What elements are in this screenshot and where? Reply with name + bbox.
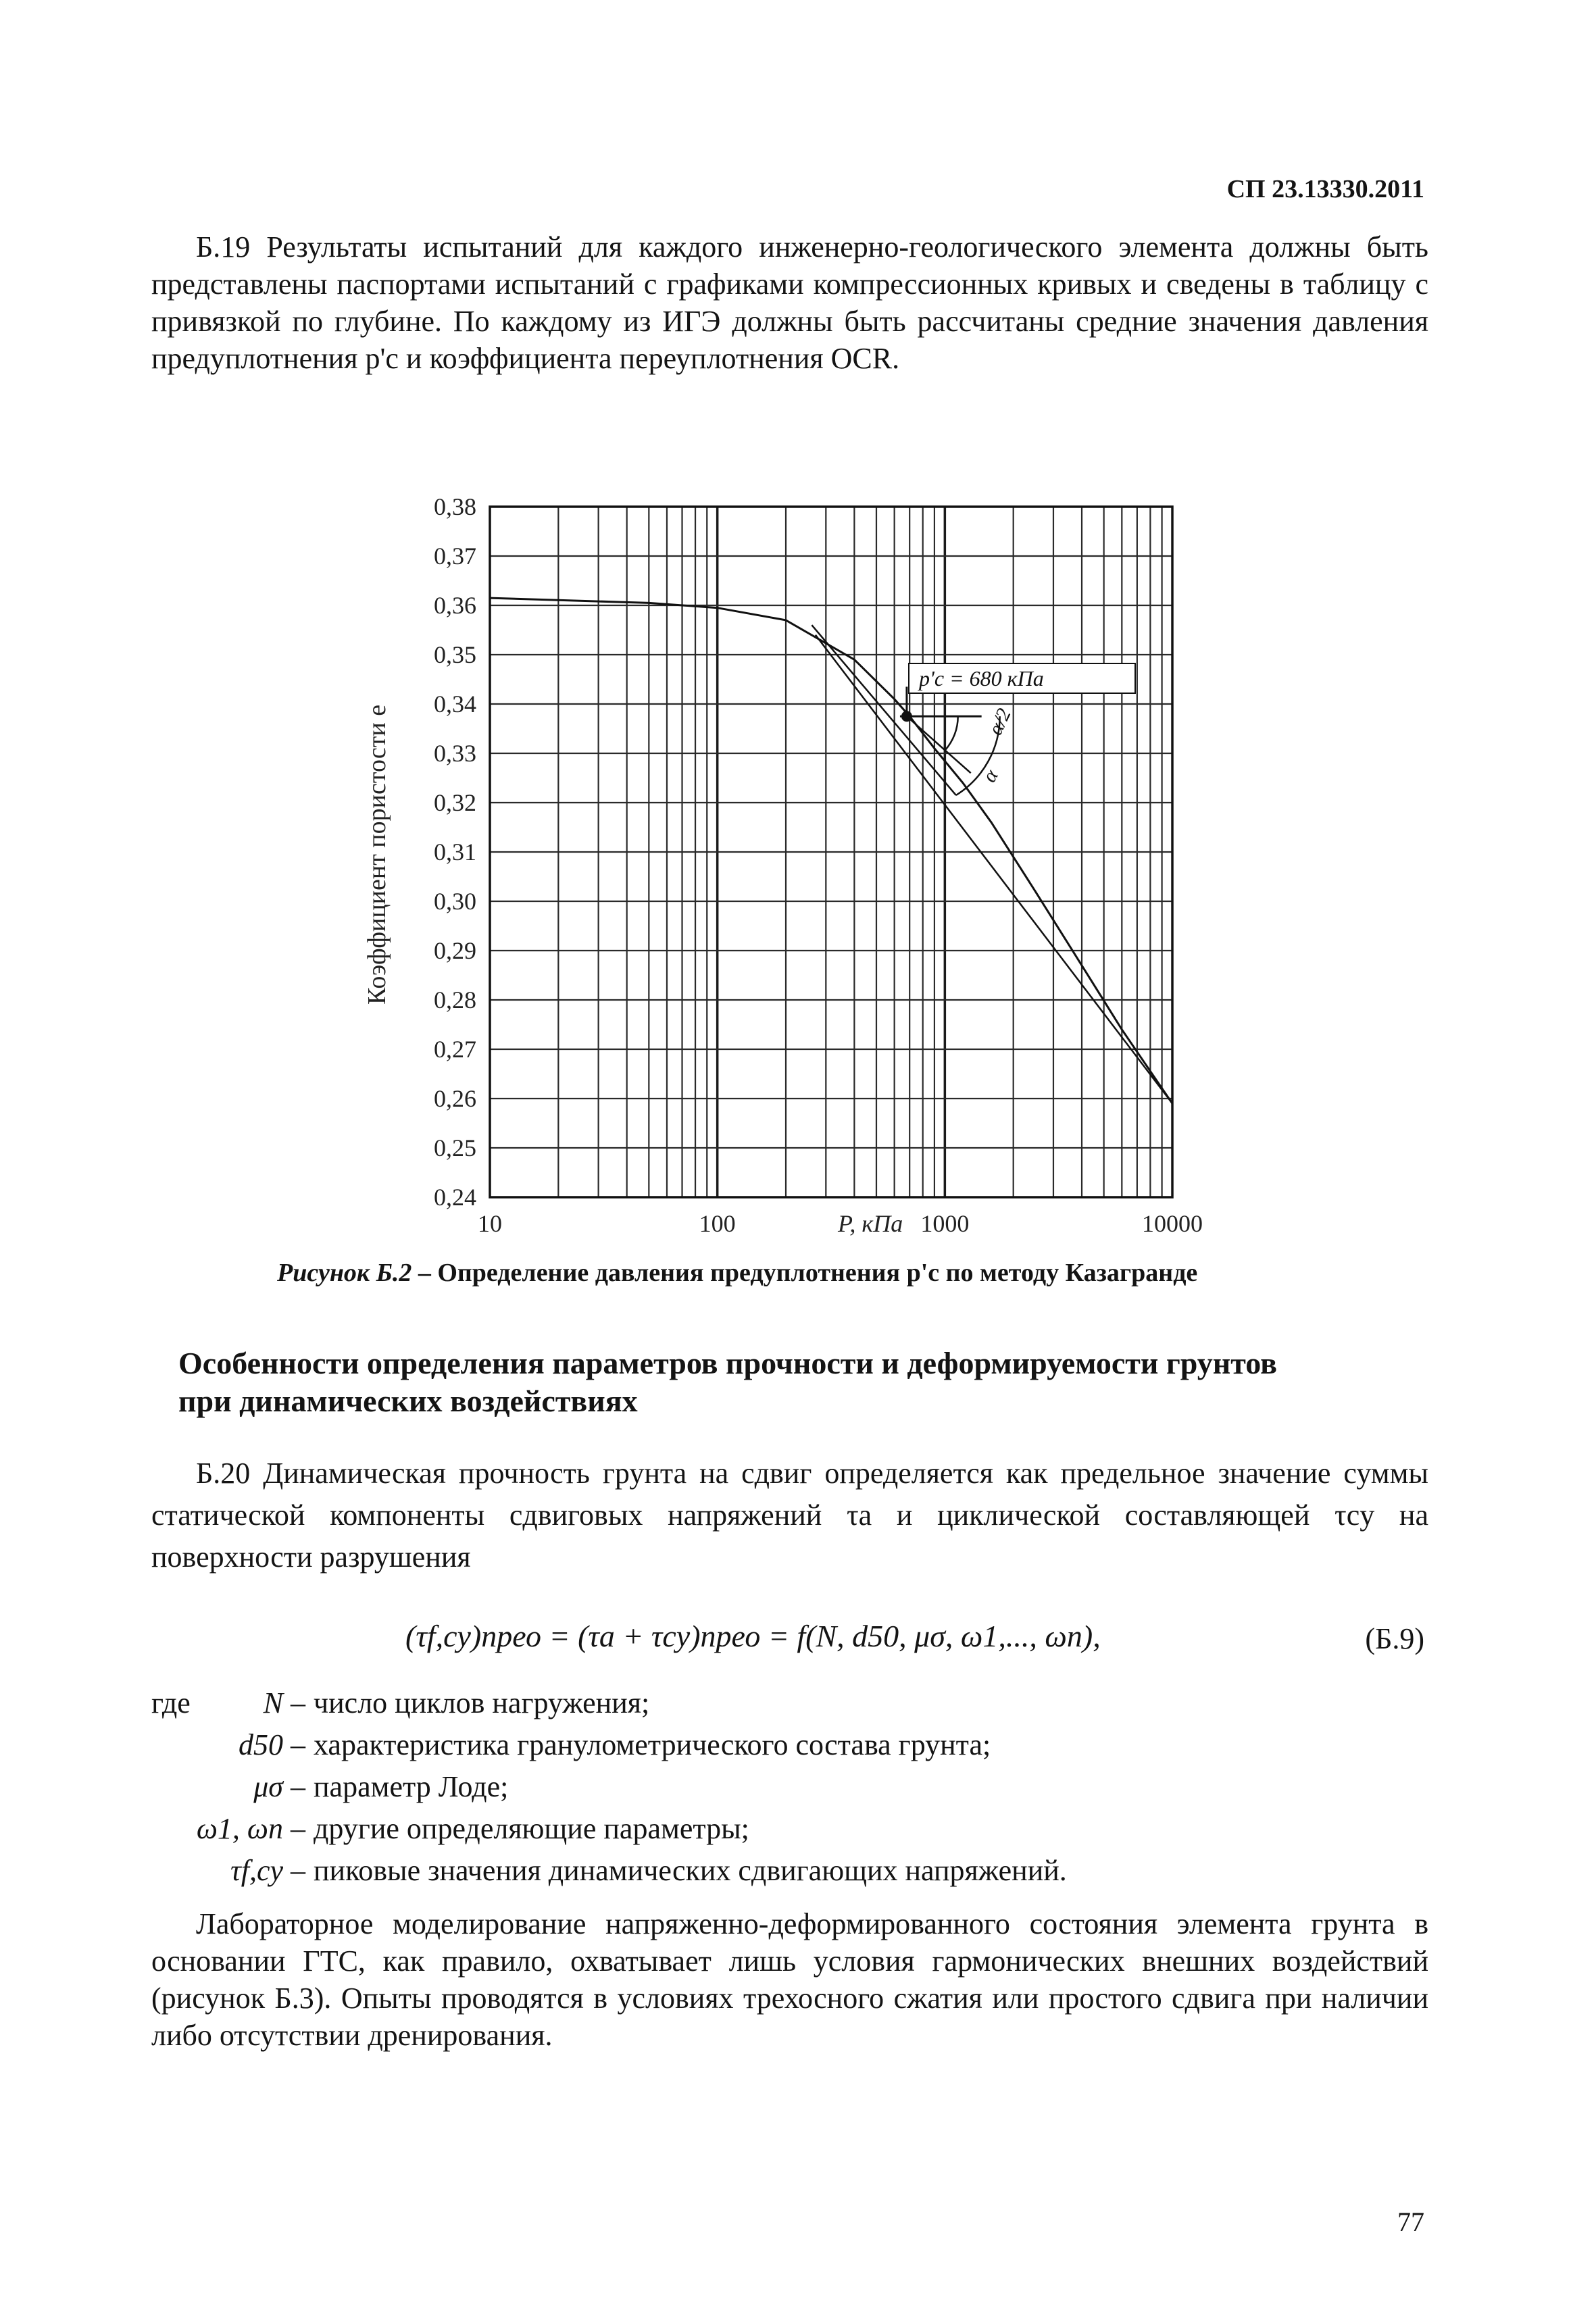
pc-annotation: p'c = 680 кПа (919, 666, 1044, 690)
definition-text: число циклов нагружения; (314, 1686, 650, 1719)
definition-symbol: ω1, ωn – (196, 1812, 305, 1845)
definition-text: пиковые значения динамических сдвигающих напряжений. (314, 1854, 1067, 1887)
alpha-annotation: α (978, 765, 1003, 786)
x-tick-label: 100 (699, 1210, 736, 1237)
x-tick-label: 10000 (1142, 1210, 1203, 1237)
definition-row (151, 1682, 1428, 1724)
y-tick-label: 0,26 (434, 1085, 476, 1112)
y-axis-label: Коэффициент пористости e (363, 704, 391, 1005)
figure-caption-text: – Определение давления предуплотнения p'c по методу Казагранде (412, 1259, 1198, 1287)
definition-symbol: μσ – (253, 1770, 305, 1803)
casagrande-chart (351, 486, 1250, 1250)
y-tick-label: 0,25 (434, 1134, 476, 1161)
paragraph-lab-modeling-text: Лабораторное моделирование напряженно-деформированного состояния элемента грунта в основании ГТС, как правило, охватывает лишь условия гармонических внешних воздействий (рисунок Б.3). Опыты проводятся в условиях трехосного сжатия или простого сдвига при наличии либо отсутствии дренирования. (151, 1907, 1428, 2052)
y-tick-label: 0,37 (434, 543, 476, 570)
figure-caption (277, 1258, 1197, 1288)
where-word: где (151, 1686, 191, 1719)
pc-point (901, 711, 912, 722)
definition-symbol: d50 – (239, 1728, 305, 1761)
y-tick-label: 0,35 (434, 641, 476, 668)
page-number: 77 (1397, 2207, 1424, 2237)
y-tick-label: 0,34 (434, 690, 476, 718)
chart-grid (490, 507, 1172, 1197)
definitions-list (151, 1682, 1428, 1892)
figure-caption-label: Рисунок Б.2 (277, 1259, 412, 1287)
paragraph-b20 (151, 1453, 1428, 1578)
formula-number: (Б.9) (1365, 1622, 1424, 1655)
y-tick-label: 0,24 (434, 1184, 476, 1211)
paragraph-lab-modeling (151, 1905, 1428, 2054)
definition-row (151, 1766, 1428, 1808)
y-tick-label: 0,28 (434, 986, 476, 1013)
x-axis-label: P, кПа (838, 1210, 903, 1237)
x-tick-label: 10 (478, 1210, 502, 1237)
definition-symbol: τf,cy – (230, 1854, 305, 1887)
angle-arc-alpha-half (945, 716, 958, 750)
alpha-half-annotation: α/2 (984, 705, 1016, 738)
y-tick-label: 0,29 (434, 937, 476, 964)
y-tick-label: 0,36 (434, 592, 476, 619)
definition-row (151, 1808, 1428, 1850)
formula-b9: (τf,cy)прео = (τa + τcy)прео = f(N, d50, μσ, ω1,..., ωn), (405, 1619, 1101, 1653)
paragraph-b19 (151, 228, 1428, 377)
virgin-compression-line (816, 635, 1172, 1104)
definition-row (151, 1724, 1428, 1766)
paragraph-b19-text: Б.19 Результаты испытаний для каждого инженерно-геологического элемента должны быть представлены паспортами испытаний с графиками компрессионных кривых и сведены в таблицу с привязкой по глубине. По каждому из ИГЭ должны быть рассчитаны средние значения давления предуплотнения p'c и коэффициента переуплотнения OCR. (151, 230, 1428, 375)
definition-row (151, 1850, 1428, 1892)
y-tick-label: 0,32 (434, 789, 476, 816)
y-tick-label: 0,38 (434, 493, 476, 520)
definition-symbol: N – (263, 1686, 305, 1719)
y-tick-label: 0,30 (434, 888, 476, 915)
y-tick-label: 0,27 (434, 1036, 476, 1063)
definition-text: другие определяющие параметры; (314, 1812, 749, 1845)
y-tick-label: 0,31 (434, 838, 476, 865)
x-tick-label: 1000 (920, 1210, 970, 1237)
section-heading: Особенности определения параметров прочности и деформируемости грунтов при динамических воздействиях (178, 1346, 1277, 1418)
y-tick-label: 0,33 (434, 740, 476, 767)
chart-marks (490, 598, 1172, 1103)
definition-text: характеристика гранулометрического состава грунта; (314, 1728, 991, 1761)
definition-text: параметр Лоде; (314, 1770, 509, 1803)
bisector-line (907, 716, 971, 773)
paragraph-b20-text: Б.20 Динамическая прочность грунта на сдвиг определяется как предельное значение суммы статической компоненты сдвиговых напряжений τa и циклической составляющей τcy на поверхности разрушения (151, 1457, 1428, 1574)
document-code-header: СП 23.13330.2011 (1226, 175, 1424, 203)
